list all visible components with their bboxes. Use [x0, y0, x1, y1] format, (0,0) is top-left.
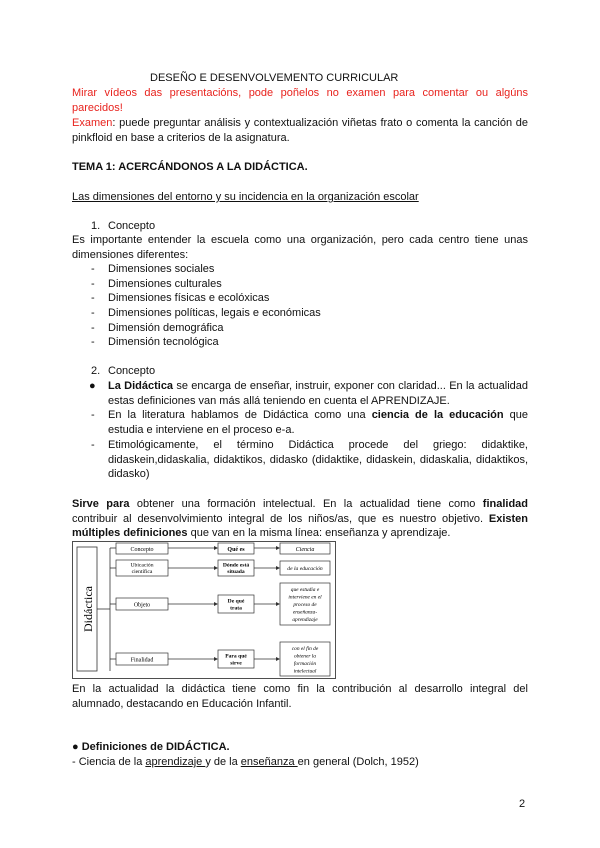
diagram-row-objeto: [110, 583, 330, 625]
sirve-para-term: Sirve para: [72, 498, 130, 510]
exam-text: : puede preguntar análisis y contextualización viñetas frato o comenta la canción de pinkfloid en base a criterios de la asignatura.: [72, 117, 528, 144]
diagram-right-label: aprendizaje: [292, 617, 318, 623]
sirve-text-3: que van en la misma línea: enseñanza y aprendizaje.: [187, 527, 451, 540]
bullet-dot: ●: [89, 380, 96, 392]
section-1-title: Concepto: [108, 220, 156, 232]
diagram-right-label: formación: [293, 661, 317, 667]
diagram-arrowhead: [214, 657, 218, 661]
actualidad-paragraph: En la actualidad la didáctica tiene como fin la contribución al desarrollo integral del alumnado, destacando en Educación Infantil.: [72, 683, 528, 710]
list-dash: -: [91, 292, 95, 304]
diagram-row-concepto: [110, 543, 330, 554]
diagram-right-label: que estudia e: [290, 587, 320, 593]
list-dash: -: [91, 307, 95, 319]
diagram-mid-label: situada: [227, 569, 245, 575]
diagram-arrowhead: [276, 546, 280, 550]
sirve-text-2: contribuir al desenvolvimiento integral de los niños/as, que es nuestro objetivo.: [72, 512, 489, 525]
diagram-row-ubicacion: [110, 560, 330, 576]
list-dash: -: [91, 336, 95, 348]
sirve-para-paragraph: [72, 497, 528, 541]
diagram-arrowhead: [276, 657, 280, 661]
tema-heading: TEMA 1: ACERCÁNDONOS A LA DIDÁCTICA.: [72, 161, 308, 173]
definition-line: [72, 755, 419, 770]
diagram-right-label: con el fin de: [291, 646, 319, 652]
document-title: DESEÑO E DESENVOLVEMENTO CURRICULAR: [150, 72, 399, 84]
didactica-term: La Didáctica: [108, 380, 174, 392]
list-dash: -: [91, 322, 95, 334]
diagram-arrowhead: [214, 602, 218, 606]
definition-ensenanza: enseñanza: [240, 756, 298, 768]
diagram-mid-label: De qué: [227, 598, 245, 605]
existen-term: Existen múltiples definiciones: [72, 512, 528, 540]
definition-mid: y de la: [205, 756, 241, 768]
diagram-arrowhead: [276, 566, 280, 570]
definition-aprendizaje: aprendizaje: [145, 756, 206, 768]
list-item: Dimensiones políticas, legais e económicas: [108, 307, 321, 319]
list-item: Dimensión demográfica: [108, 322, 224, 334]
diagram-left-label: Objeto: [133, 602, 151, 609]
exam-label: Examen: [72, 117, 113, 129]
list-item: Dimensión tecnológica: [108, 336, 219, 348]
diagram-right-label: obtener la: [293, 653, 317, 660]
diagram-right-label: de la educación: [287, 566, 323, 572]
bullet-ciencia-post: que estudia e interviene en el proceso e-a.: [108, 409, 528, 436]
diagram-right-label: interviene en el: [288, 594, 322, 601]
section-2-title: Concepto: [108, 365, 156, 377]
list-dash: -: [91, 439, 95, 451]
definition-post: en general (Dolch, 1952): [297, 756, 419, 768]
section-2-number: 2.: [91, 365, 101, 377]
ciencia-term: ciencia de la educación: [371, 409, 504, 421]
sirve-text-1: obtener una formación intelectual. En la actualidad tiene como: [129, 498, 483, 510]
diagram-side-label: Didáctica: [81, 586, 95, 632]
bullet-didactica: [108, 379, 528, 408]
diagram-mid-label: sirve: [230, 660, 242, 667]
bullet-ciencia-pre: En la literatura hablamos de Didáctica como una: [108, 409, 372, 421]
finalidad-term: finalidad: [482, 498, 529, 510]
list-item: Dimensiones culturales: [108, 278, 222, 290]
diagram-arrowhead: [214, 566, 218, 570]
diagram-right-label: enseñanza-: [292, 609, 318, 616]
diagram-right-label: Ciencia: [295, 547, 315, 553]
videos-note: Mirar vídeos das presentacións, pode poñelos no examen para comentar ou algúns parecidos!: [72, 87, 528, 114]
diagram-left-label: Ubicación: [130, 562, 154, 569]
exam-note: [72, 116, 528, 145]
list-item: Dimensiones sociales: [108, 263, 215, 275]
diagram-left-label: Concepto: [130, 547, 154, 553]
diagram-right-label: intelectual: [293, 668, 317, 675]
bullet-didactica-text: se encarga de enseñar, instruir, exponer con claridad... En la actualidad estas definiciones van más allá teniendo en cuenta el APRENDIZAJE.: [108, 380, 528, 407]
list-dash: -: [91, 263, 95, 275]
diagram-mid-label: Para qué: [225, 653, 247, 660]
diagram-mid-label: Dónde está: [222, 562, 250, 569]
diagram-left-label: científica: [131, 569, 153, 575]
section-1-paragraph: Es importante entender la escuela como una organización, pero cada centro tiene unas dimensiones diferentes:: [72, 234, 528, 261]
diagram-mid-label: Qué es: [227, 547, 245, 553]
section-subtitle: Las dimensiones del entorno y su incidencia en la organización escolar: [72, 191, 419, 203]
page-number: 2: [519, 798, 526, 810]
diagram-mid-label: trata: [230, 605, 242, 612]
bullet-ciencia: [108, 408, 528, 437]
diagram-left-label: Finalidad: [130, 657, 154, 664]
bullet-etimologia: Etimológicamente, el término Didáctica procede del griego: didaktike, didaskein,didaskalia, didaktikos, didasko (didaktike, didaskein, didaskalia, didaktikos, didasko): [108, 439, 528, 481]
diagram-arrowhead: [276, 602, 280, 606]
diagram-row-finalidad: [110, 642, 330, 676]
diagram-arrowhead: [214, 546, 218, 550]
list-item: Dimensiones físicas e ecolóxicas: [108, 292, 270, 304]
section-1-number: 1.: [91, 220, 101, 232]
definiciones-heading: ● Definiciones de DIDÁCTICA.: [72, 741, 230, 753]
didactica-diagram: [72, 541, 336, 679]
diagram-right-label: proceso de: [293, 602, 317, 608]
list-dash: -: [91, 278, 95, 290]
list-dash: -: [91, 409, 95, 421]
definition-pre: - Ciencia de la: [72, 756, 146, 768]
